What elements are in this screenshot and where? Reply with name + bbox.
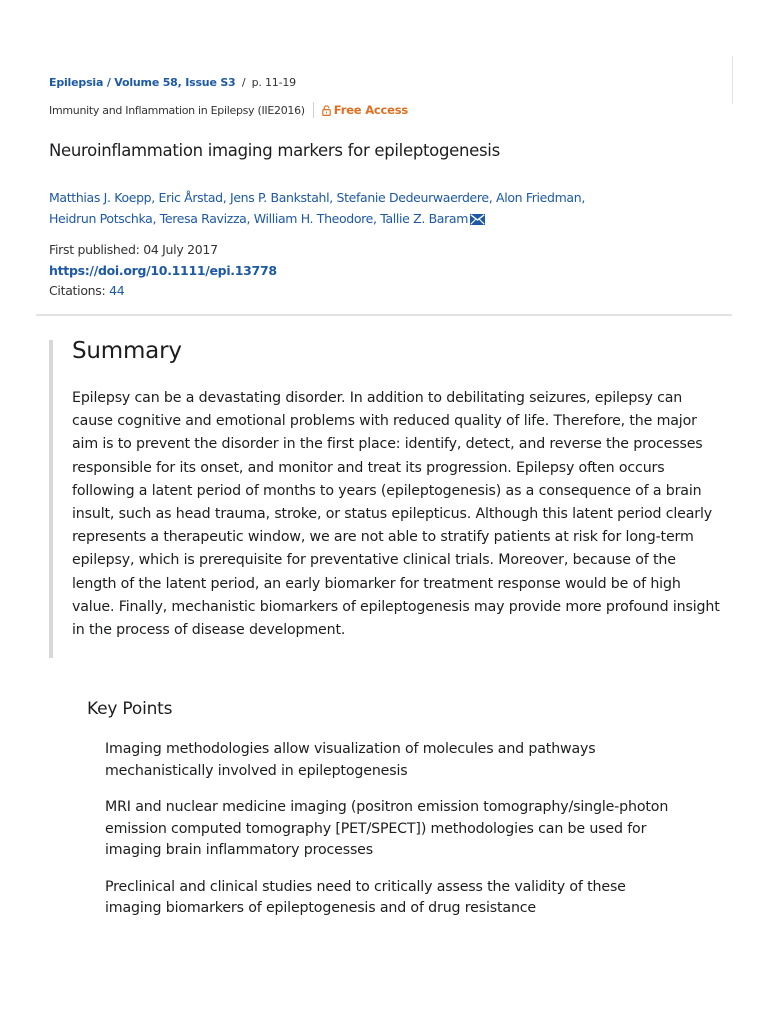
author-link[interactable]: Heidrun Potschka — [49, 211, 153, 226]
author-link[interactable]: William H. Theodore — [253, 211, 374, 226]
summary-heading: Summary — [72, 338, 182, 364]
key-point-item: Imaging methodologies allow visualization of molecules and pathways mechanistically involved in epileptogenesis — [105, 741, 596, 779]
article-section-row — [49, 102, 408, 118]
lock-icon — [322, 105, 331, 116]
first-published-date: 04 July 2017 — [143, 242, 218, 257]
mail-icon[interactable] — [470, 214, 485, 225]
summary-text: Epilepsy can be a devastating disorder. In addition to debilitating seizures, epilepsy can cause cognitive and emotional problems with reduced quality of life. Therefore, the major aim is to prevent the disorder in the first place: identify, detect, and reverse the processes responsible for its onset, and monitor and treat its progression. Epilepsy often occurs following a latent period of months to years (epileptogenesis) as a consequence of a brain insult, such as head trauma, stroke, or status epilepticus. Although this latent period clearly represents a therapeutic window, we are not able to stratify patients at risk for long-term epilepsy, which is prerequisite for preventative clinical trials. Moreover, because of the length of the latent period, an early biomarker for treatment response would be of high value. Finally, mechanistic biomarkers of epileptogenesis may provide more profound insight in the process of disease development. — [72, 390, 720, 639]
special-issue-label: Immunity and Inflammation in Epilepsy (IIE2016) — [49, 103, 305, 117]
author-link[interactable]: Tallie Z. Baram — [380, 211, 469, 226]
author-link[interactable]: Eric Årstad — [158, 190, 223, 205]
key-point-item: Preclinical and clinical studies need to critically assess the validity of these imaging biomarkers of epileptogenesis and of drug resistance — [105, 878, 626, 916]
page-edge-divider — [732, 56, 733, 104]
citations-label: Citations: — [49, 283, 106, 298]
section-divider — [313, 102, 314, 118]
author-list: Matthias J. Koepp, Eric Årstad, Jens P. Bankstahl, Stefanie Dedeurwaerdere, Alon Friedman, Heidrun Potschka, Teresa Ravizza, William H. Theodore, Tallie Z. Baram — [49, 190, 585, 226]
author-link[interactable]: Stefanie Dedeurwaerdere — [336, 190, 489, 205]
author-link[interactable]: Teresa Ravizza — [159, 211, 247, 226]
breadcrumb — [49, 76, 296, 89]
first-published-label: First published: — [49, 242, 140, 257]
article-title: Neuroinflammation imaging markers for epileptogenesis — [49, 141, 500, 160]
key-point-item: MRI and nuclear medicine imaging (positron emission tomography/single-photon emission computed tomography [PET/SPECT]) methodologies can be used for imaging brain inflammatory processes — [105, 799, 669, 858]
section-divider-horizontal — [36, 314, 732, 316]
citations-row — [49, 281, 277, 302]
page-range: p. 11-19 — [251, 76, 296, 89]
author-link[interactable]: Jens P. Bankstahl — [229, 190, 330, 205]
free-access-label: Free Access — [333, 103, 409, 117]
citations-count-link[interactable]: 44 — [109, 283, 125, 298]
summary-accent-bar — [49, 340, 53, 658]
doi-link[interactable]: https://doi.org/10.1111/epi.13778 — [49, 262, 277, 278]
key-points-list — [105, 739, 685, 935]
first-published-row — [49, 240, 277, 261]
publication-meta — [49, 240, 277, 302]
free-access-badge — [322, 103, 408, 117]
author-link[interactable]: Matthias J. Koepp — [49, 190, 152, 205]
journal-issue-link[interactable]: Epilepsia / Volume 58, Issue S3 — [49, 76, 236, 89]
key-points-heading: Key Points — [87, 699, 173, 719]
doi-row — [49, 261, 277, 282]
author-link[interactable]: Alon Friedman — [496, 190, 582, 205]
breadcrumb-separator: / — [241, 76, 246, 89]
